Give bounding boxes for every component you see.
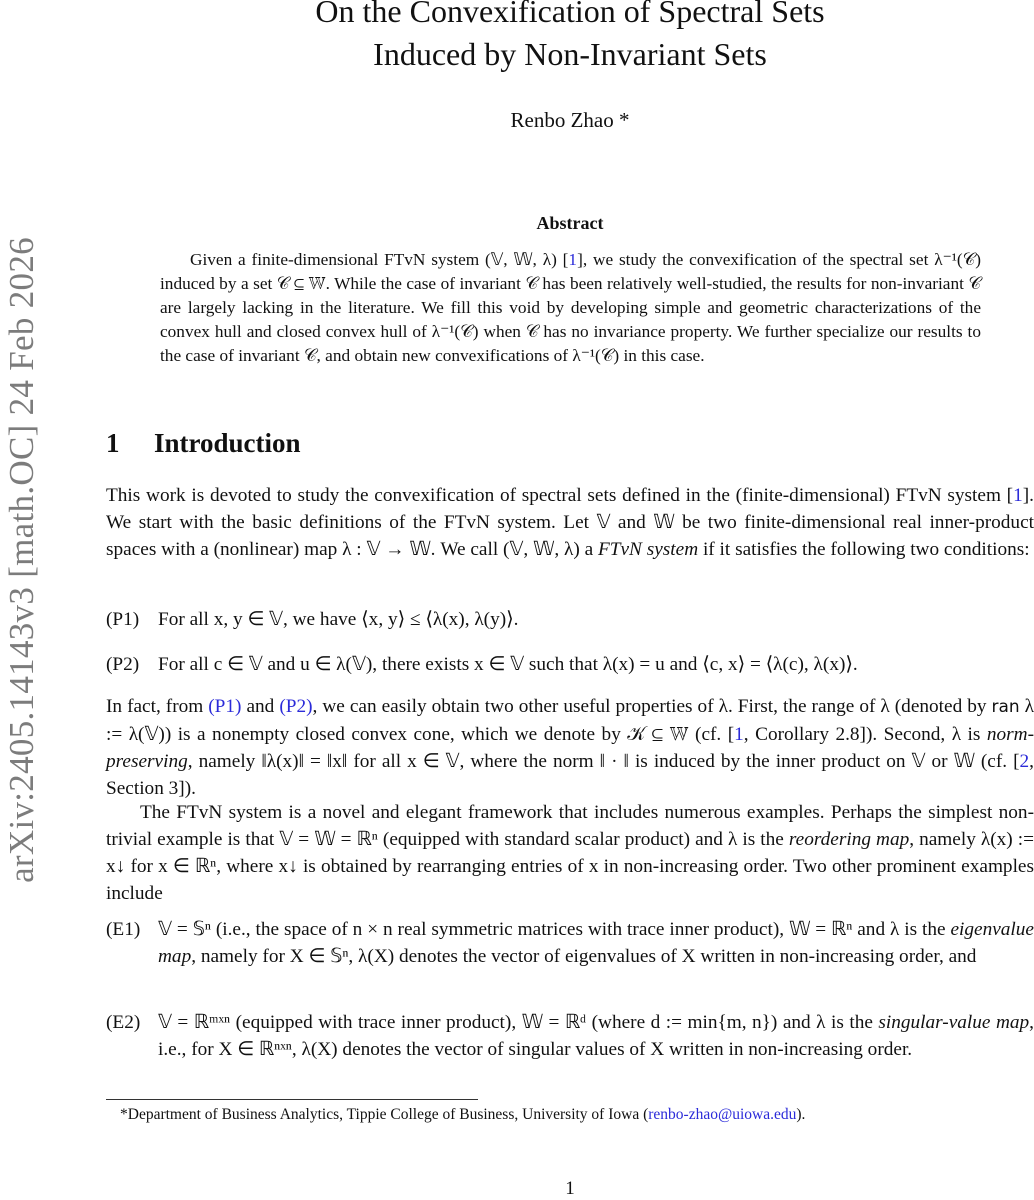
term-eigenvalue-map: eigenvalue map <box>158 919 1034 967</box>
footnote-text: *Department of Business Analytics, Tippie College of Business, University of Iowa ( <box>120 1106 649 1123</box>
arxiv-id-text: arXiv:2405.14143v3 [math.OC] 24 Feb 2026 <box>2 237 42 883</box>
abstract-heading: Abstract <box>536 213 604 233</box>
abstract-body <box>160 248 981 368</box>
para2-text-7: , Section 3]). <box>106 751 1034 799</box>
property-text: For all c ∈ 𝕍 and u ∈ λ(𝕍), there exists x ∈ 𝕍 such that λ(x) = u and ⟨c, x⟩ = ⟨λ(c), λ(x)⟩. <box>158 654 858 675</box>
page-number: 1 <box>565 1178 575 1199</box>
para3-text-2: , namely λ(x) := x↓ for x ∈ ℝⁿ, where x↓ is obtained by rearranging entries of x in non-increasing order. Two other prominent examples include <box>106 829 1034 904</box>
e2-text-1: 𝕍 = ℝᵐˣⁿ (equipped with trace inner product), 𝕎 = ℝᵈ (where d := min{m, n}) and λ is the <box>158 1012 879 1033</box>
para2-text-3: , we can easily obtain two other useful properties of λ. First, the range of λ (denoted by <box>312 696 992 717</box>
footnote-divider <box>106 1099 478 1100</box>
example-e2 <box>106 1009 1034 1063</box>
intro-paragraph-3 <box>106 799 1034 907</box>
example-text <box>158 1009 1034 1063</box>
e1-text-2: , namely for X ∈ 𝕊ⁿ, λ(X) denotes the vector of eigenvalues of X written in non-increasing order, and <box>191 946 977 967</box>
footnote <box>120 1104 1020 1126</box>
example-e1 <box>106 916 1034 970</box>
para2-text-5: , Corollary 2.8]). Second, λ is <box>743 724 987 745</box>
author-name: Renbo Zhao * <box>510 108 630 132</box>
term-norm-preserving: norm-preserving <box>106 724 1034 772</box>
property-label: (P2) <box>106 654 140 675</box>
para1-text-3: if it satisfies the following two conditions: <box>698 539 1030 560</box>
para2-text-4: λ := λ(𝕍)) is a nonempty closed convex cone, which we denote by 𝒦 ⊆ 𝕎 (cf. [ <box>106 696 1034 745</box>
abstract-text-1: Given a finite-dimensional FTvN system (𝕍, 𝕎, λ) [ <box>190 250 569 269</box>
ref-p1-link[interactable]: (P1) <box>208 696 242 717</box>
section-title: Introduction <box>154 428 301 458</box>
intro-paragraph-2 <box>106 693 1034 802</box>
term-singular-value-map: singular-value map <box>878 1012 1030 1033</box>
example-label: (E1) <box>106 919 141 940</box>
term-reordering-map: reordering map <box>788 829 910 850</box>
ref-p2-link[interactable]: (P2) <box>279 696 313 717</box>
example-text <box>158 916 1034 970</box>
para2-text-6: , namely ‖λ(x)‖ = ‖x‖ for all x ∈ 𝕍, where the norm ‖ · ‖ is induced by the inner product on 𝕍 or 𝕎 (cf. [ <box>187 751 1020 772</box>
e1-text-1: 𝕍 = 𝕊ⁿ (i.e., the space of n × n real symmetric matrices with trace inner product), 𝕎 = ℝⁿ and λ is the <box>158 919 951 940</box>
para2-text-1: In fact, from <box>106 696 209 717</box>
title-line-1: On the Convexification of Spectral Sets <box>315 0 825 29</box>
citation-link[interactable]: 1 <box>568 250 578 269</box>
para1-text-1: This work is devoted to study the convexification of spectral sets defined in the (finite-dimensional) FTvN system [ <box>106 485 1014 506</box>
citation-link[interactable]: 1 <box>734 724 744 745</box>
intro-paragraph-1 <box>106 482 1034 563</box>
section-heading <box>106 428 301 459</box>
citation-link[interactable]: 1 <box>1013 485 1023 506</box>
abstract-text-2: ], we study the convexification of the spectral set λ⁻¹(𝒞) induced by a set 𝒞 ⊆ 𝕎. While the case of invariant 𝒞 has been relatively well-studied, the results for non-invariant 𝒞 are largely lacking in the literature. We fill this void by developing simple and geometric characterizations of the convex hull and closed convex hull of λ⁻¹(𝒞) when 𝒞 has no invariance property. We further specialize our results to the case of invariant 𝒞, and obtain new convexifications of λ⁻¹(𝒞) in this case. <box>160 250 981 365</box>
para3-text-1: The FTvN system is a novel and elegant framework that includes numerous examples. Perhaps the simplest non-trivial example is that 𝕍 = 𝕎 = ℝⁿ (equipped with standard scalar product) and λ is the <box>106 802 1034 850</box>
email-link[interactable]: renbo-zhao@uiowa.edu <box>648 1106 797 1123</box>
footnote-end: ). <box>796 1106 806 1123</box>
property-label: (P1) <box>106 609 140 630</box>
property-text: For all x, y ∈ 𝕍, we have ⟨x, y⟩ ≤ ⟨λ(x), λ(y)⟩. <box>158 609 519 630</box>
para1-text-2: ]. We start with the basic definitions of the FTvN system. Let 𝕍 and 𝕎 be two finite-dimensional real inner-product spaces with a (nonlinear) map λ : 𝕍 → 𝕎. We call (𝕍, 𝕎, λ) a <box>106 485 1034 560</box>
term-ftvn-system: FTvN system <box>597 539 699 560</box>
para2-text-2: and <box>241 696 280 717</box>
section-number: 1 <box>106 428 120 458</box>
title-line-2: Induced by Non-Invariant Sets <box>373 36 767 72</box>
arxiv-identifier <box>0 190 44 930</box>
ran-operator: ran <box>991 697 1020 717</box>
e2-text-2: , i.e., for X ∈ ℝⁿˣⁿ, λ(X) denotes the vector of singular values of X written in non-increasing order. <box>158 1012 1034 1060</box>
example-label: (E2) <box>106 1012 141 1033</box>
citation-link[interactable]: 2 <box>1019 751 1030 772</box>
paper-title <box>210 0 930 76</box>
